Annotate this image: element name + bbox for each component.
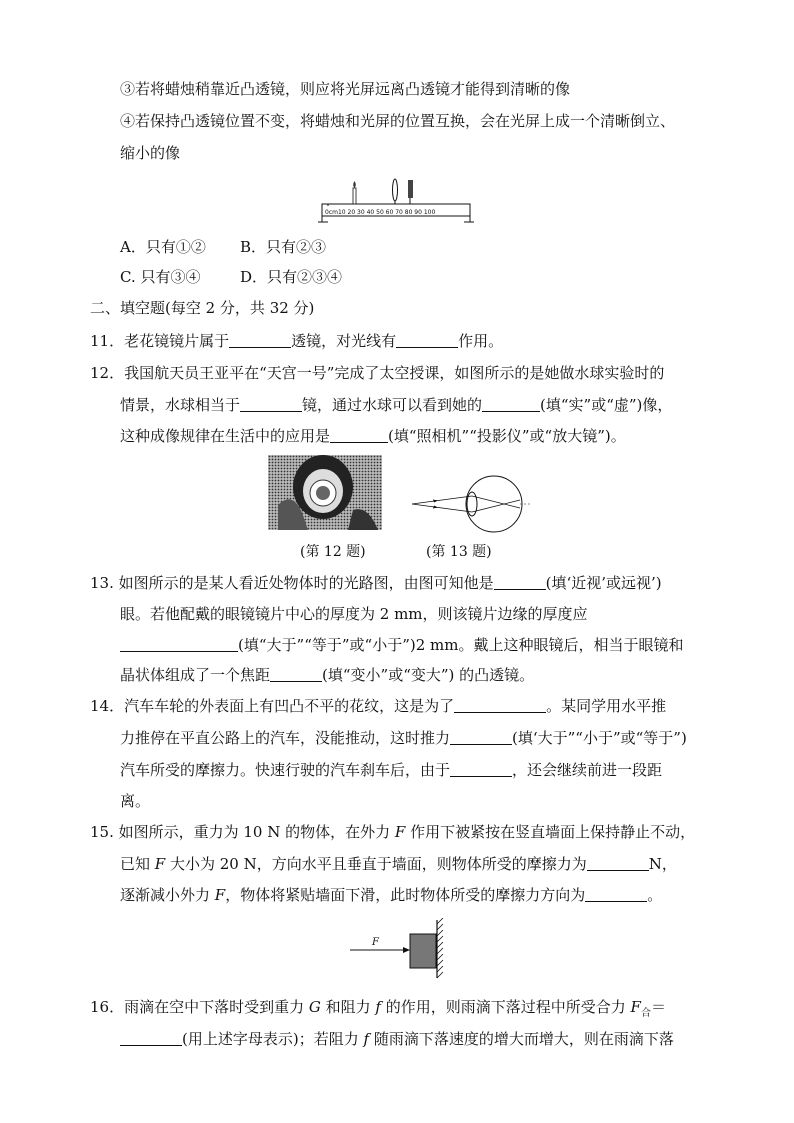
q14-text-1a: 汽车车轮的外表面上有凹凸不平的花纹，这是为了: [124, 697, 455, 715]
q11-blank-1[interactable]: [229, 331, 291, 348]
q14-text-3b: ，还会继续前进一段距: [512, 761, 663, 779]
q15-text-1b: 作用下被紧按在竖直墙面上保持静止不动，: [405, 823, 696, 841]
q14-text-3a: 汽车所受的摩擦力。快速行驶的汽车刹车后，由于: [120, 761, 451, 779]
q12-text-2a: 情景，水球相当于: [120, 396, 241, 414]
q10-item-4: ④若保持凸透镜位置不变，将蜡烛和光屏的位置互换，会在光屏上成一个清晰倒立、: [120, 112, 676, 130]
q13-text-1a: 13. 如图所示的是某人看近处物体时的光路图，由图可知他是: [90, 574, 494, 592]
bench-scale: 0cm10 20 30 40 50 60 70 80 90 100: [325, 209, 436, 216]
q16-symbol-f-2: f: [363, 1030, 370, 1048]
q16-equals: ＝: [650, 998, 666, 1016]
optical-bench-figure: [316, 172, 476, 224]
q12-blank-3[interactable]: [330, 426, 388, 443]
q12-line-1: [90, 362, 664, 384]
q16-text-1a: 雨滴在空中下落时受到重力: [124, 998, 309, 1016]
q14-line-2: [120, 727, 687, 749]
q14-text-2a: 力推停在平直公路上的汽车，没能推动，这时推力: [120, 729, 451, 747]
q14-num: 14．: [90, 697, 125, 715]
q13-blank-3[interactable]: [270, 665, 322, 682]
q15-symbol-f-2: F: [154, 855, 166, 873]
q15-text-1a: 15. 如图所示，重力为 10 N 的物体，在外力: [90, 823, 395, 841]
q16-text-2a: (用上述字母表示)；若阻力: [182, 1030, 364, 1048]
q15-text-2c: N，: [648, 855, 677, 873]
q15-text-3c: 。: [647, 886, 663, 904]
q12-line-3: [120, 425, 626, 447]
q12-line-2: [120, 394, 672, 416]
q16-symbol-f: f: [375, 998, 381, 1016]
q16-blank-1[interactable]: [120, 1029, 182, 1046]
q14-line-1: [90, 695, 666, 717]
q11-text-2: 透镜，对光线有: [291, 332, 397, 350]
option-a: A．只有①②: [120, 238, 206, 256]
q14-text-2b: (填‘大于”“小于”或“等于”): [512, 729, 687, 747]
q14-blank-2[interactable]: [450, 728, 512, 745]
q15-line-2: [120, 853, 677, 875]
q13-text-3a: (填“大于”“等于”或“小于”)2 mm。戴上这种眼镜后，相当于眼镜和: [238, 636, 684, 654]
q15-line-1: [90, 821, 695, 843]
q16-line-1: [90, 996, 666, 1025]
section-title: 二、填空题(每空 2 分，共 32 分): [90, 299, 315, 317]
q14-line-3: [120, 759, 662, 781]
q10-item-3: ③若将蜡烛稍靠近凸透镜，则应将光屏远离凸透镜才能得到清晰的像: [120, 80, 571, 98]
q11-text-1: 老花镜镜片属于: [124, 332, 230, 350]
q15-symbol-f-3: F: [214, 886, 226, 904]
wall-force-figure: [348, 918, 448, 980]
q13-blank-2[interactable]: [120, 635, 238, 652]
q11: [90, 330, 503, 352]
option-b: B．只有②③: [240, 238, 327, 256]
q14-line-4: 离。: [120, 792, 151, 810]
q16-line-2: [120, 1028, 674, 1050]
q11-text-3: 作用。: [458, 332, 504, 350]
q15-text-3a: 逐渐减小外力: [120, 886, 215, 904]
q15-blank-1[interactable]: [587, 854, 649, 871]
q16-symbol-fnet: F: [630, 998, 641, 1016]
q16-symbol-g: G: [308, 998, 321, 1016]
q13-text-4b: (填“变小”或“变大”) 的凸透镜。: [322, 666, 535, 684]
q15-blank-2[interactable]: [585, 885, 647, 902]
force-label: F: [372, 937, 379, 948]
q16-text-1b: 和阻力: [320, 998, 376, 1016]
q13-blank-1[interactable]: [494, 573, 546, 590]
q15-line-3: [120, 884, 662, 906]
q12-text-2c: (填“实”或“虚”)像，: [540, 396, 673, 414]
q13-line-2: 眼。若他配戴的眼镜镜片中心的厚度为 2 mm，则该镜片边缘的厚度应: [120, 605, 588, 623]
q12-num: 12．: [90, 364, 125, 382]
q16-subscript: 合: [640, 1008, 651, 1019]
q12-text-3b: (填“照相机”“投影仪”或“放大镜”)。: [388, 427, 626, 445]
q14-blank-3[interactable]: [450, 760, 512, 777]
q11-blank-2[interactable]: [396, 331, 458, 348]
q13-line-4: [120, 664, 534, 686]
q13-text-4a: 晶状体组成了一个焦距: [120, 666, 271, 684]
q13-text-1b: (填‘近视’或远视’): [545, 574, 662, 592]
q12-blank-1[interactable]: [240, 395, 302, 412]
q14-text-1b: 。某同学用水平推: [546, 697, 667, 715]
q12-blank-2[interactable]: [482, 395, 540, 412]
q11-num: 11．: [90, 332, 125, 350]
q15-text-2a: 已知: [120, 855, 155, 873]
caption-q12: (第 12 题): [300, 544, 366, 560]
q12-text-1: 我国航天员王亚平在“天宫一号”完成了太空授课，如图所示的是她做水球实验时的: [124, 364, 665, 382]
water-ball-photo: [268, 455, 382, 530]
option-c: C. 只有③④: [120, 268, 201, 286]
q15-text-2b: 大小为 20 N，方向水平且垂直于墙面，则物体所受的摩擦力为: [165, 855, 587, 873]
q14-blank-1[interactable]: [454, 696, 546, 713]
eye-ray-diagram: [408, 474, 538, 534]
caption-q13: (第 13 题): [426, 544, 492, 560]
q16-text-2b: 随雨滴下落速度的增大而增大，则在雨滴下落: [369, 1030, 674, 1048]
q15-text-3b: ，物体将紧贴墙面下滑，此时物体所受的摩擦力方向为: [225, 886, 586, 904]
q12-text-2b: 镜，通过水球可以看到她的: [302, 396, 483, 414]
option-d: D．只有②③④: [240, 268, 343, 286]
q16-num: 16．: [90, 998, 125, 1016]
q10-item-4-cont: 缩小的像: [120, 144, 181, 162]
q15-symbol-f: F: [394, 823, 406, 841]
q12-text-3a: 这种成像规律在生活中的应用是: [120, 427, 331, 445]
q13-line-1: [90, 572, 662, 594]
q16-text-1c: 的作用，则雨滴下落过程中所受合力: [380, 998, 631, 1016]
q13-line-3: [120, 634, 683, 656]
